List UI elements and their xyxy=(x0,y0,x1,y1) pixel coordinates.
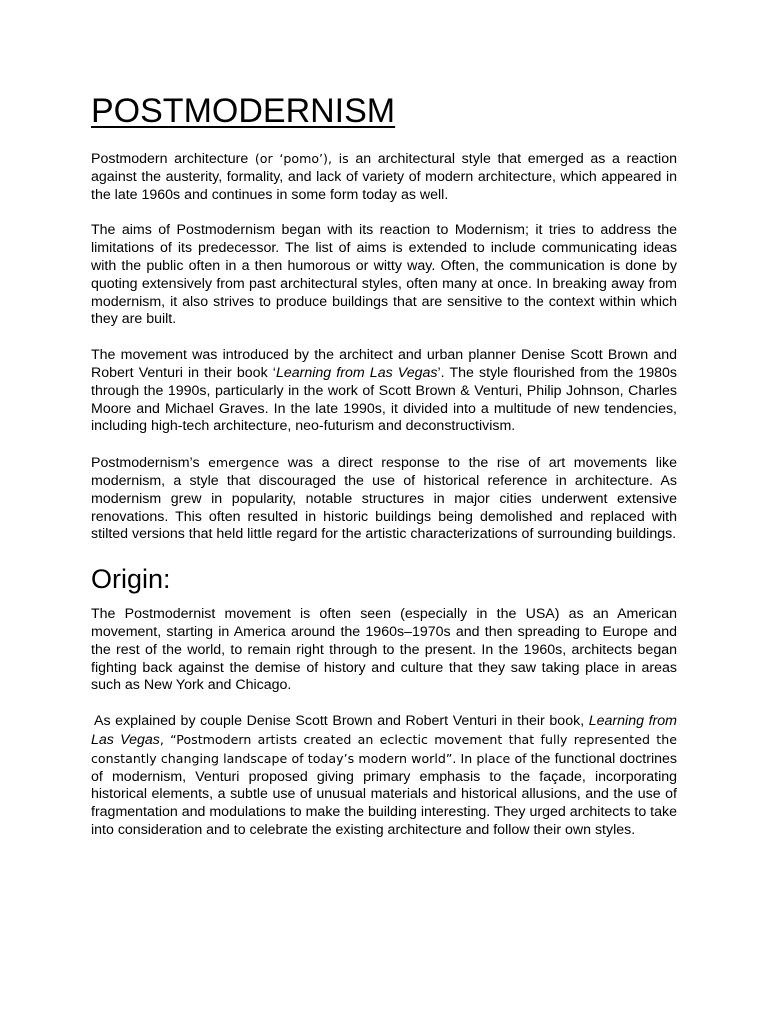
paragraph-intro-part-2: (or ‘pomo’), is xyxy=(254,151,349,166)
paragraph-intro xyxy=(91,150,677,204)
paragraph-movement-part-2: ’. The style flourished from the 1980s through the 1990s, particularly in the work of Scott Brown & Venturi, Philip Johnson, Charles Moore and Michael Graves. In the late 1990s, it divided into a multitude of new tendencies, including high-tech architecture, neo-futurism and deconstructivism. xyxy=(91,364,677,435)
paragraph-aims: The aims of Postmodernism began with its reaction to Modernism; it tries to address the limitations of its predecessor. The list of aims is extended to include communicating ideas with the public often in a then humorous or witty way. Often, the communication is done by quoting extensively from past architectural styles, often many at once. In breaking away from modernism, it also strives to produce buildings that are sensitive to the context within which they are built. xyxy=(91,222,677,328)
paragraph-movement-part-1: The movement was introduced by the architect and urban planner Denise Scott Brown and Robert Venturi in their book ‘ xyxy=(91,347,677,381)
paragraph-venturi-quote: , “Postmodern artists created an eclectic movement that fully represented the constantly changing landscape of today’s modern world”. In place of xyxy=(91,731,677,766)
paragraph-emergence-part-2: emergence xyxy=(208,455,280,471)
paragraph-emergence-part-1: Postmodernism’s xyxy=(91,455,209,472)
paragraph-emergence xyxy=(91,454,677,544)
paragraph-venturi-part-1: As explained by couple Denise Scott Brown and Robert Venturi in their book xyxy=(94,713,581,730)
paragraph-venturi-part-2: the functional doctrines of modernism, Venturi proposed giving primary emphasis to the façade, incorporating historical elements, a subtle use of unusual materials and historical allusions, and the use of fragmentation and modulations to make the building interesting. They urged architects to take into consideration and to celebrate the existing architecture and follow their own styles. xyxy=(91,750,677,838)
paragraph-venturi xyxy=(91,713,677,840)
paragraph-venturi-comma: , xyxy=(580,713,589,730)
paragraph-movement xyxy=(91,347,677,436)
book-title: Learning from Las Vegas xyxy=(91,713,677,748)
paragraph-emergence-part-3: was a direct response to the rise of art movements like modernism, a style that discouraged the use of historical reference in architecture. As modernism grew in popularity, notable structures in major cities underwent extensive renovations. This often resulted in historic buildings being demolished and replaced with stilted versions that held little regard for the artistic characterizations of surrounding buildings. xyxy=(91,455,677,543)
document-body xyxy=(91,150,677,858)
paragraph-intro-part-1: Postmodern architecture xyxy=(91,151,255,167)
book-title: Learning from Las Vegas xyxy=(275,364,438,381)
section-heading-origin: Origin: xyxy=(91,564,171,595)
paragraph-intro-part-3: an architectural style that emerged as a reaction against the austerity, formality, and lack of variety of modern architecture, which appeared in the late 1960s and continues in some form today as well. xyxy=(91,151,677,203)
paragraph-origin: The Postmodernist movement is often seen (especially in the USA) as an American movement, starting in America around the 1960s–1970s and then spreading to Europe and the rest of the world, to remain right through to the present. In the 1960s, architects began fighting back against the demise of history and culture that they saw taking place in areas such as New York and Chicago. xyxy=(91,606,677,694)
page-title: POSTMODERNISM xyxy=(91,92,396,130)
